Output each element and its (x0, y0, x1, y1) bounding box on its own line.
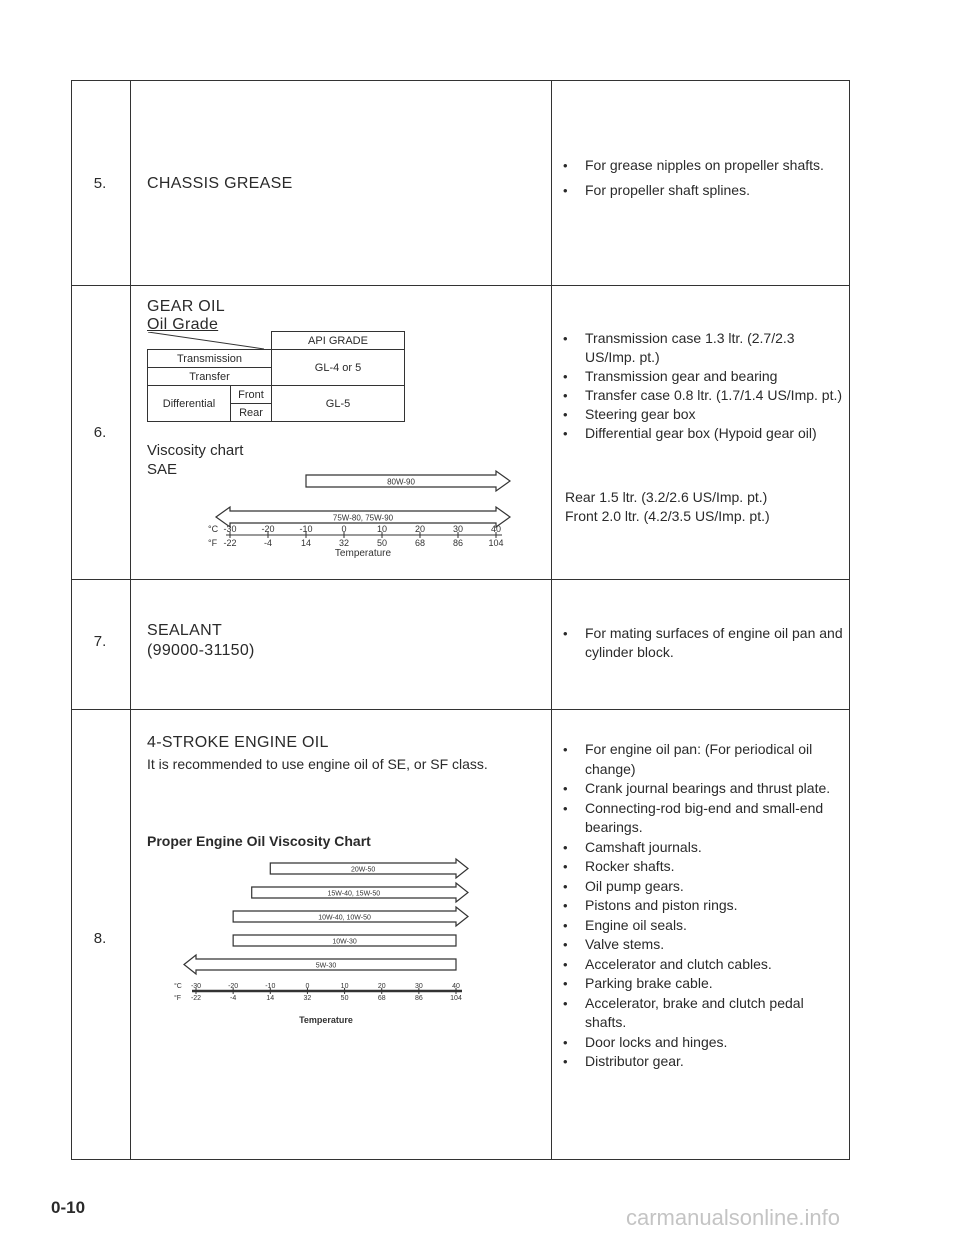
row-number: 8. (93, 930, 107, 947)
x-tick-label-c: 20 (377, 983, 386, 990)
x-tick-label-f: 32 (338, 538, 350, 548)
x-tick-label-c: 0 (341, 524, 347, 534)
list-item: • Transmission gear and bearing (555, 367, 845, 386)
table-cell: Transfer (148, 368, 272, 386)
bar-label: 10W-30 (332, 938, 357, 946)
chart-title: Proper Engine Oil Viscosity Chart (147, 833, 371, 849)
x-tick-label-f: -4 (230, 995, 237, 1002)
section-title: 4-STROKE ENGINE OIL (147, 734, 329, 751)
x-tick-label-f: -22 (223, 538, 237, 548)
x-tick-label-f: 32 (303, 995, 312, 1002)
x-tick-label-f: 104 (488, 538, 504, 548)
row-number: 7. (93, 633, 107, 650)
x-tick-label-c: -10 (299, 524, 313, 534)
x-tick-label-c: -20 (228, 983, 239, 990)
oil-class-note: It is recommended to use engine oil of SE, or SF class. (147, 756, 488, 772)
x-tick-label-c: 0 (305, 983, 310, 990)
diagonal-line (148, 332, 264, 349)
x-tick-label-c: -30 (223, 524, 237, 534)
x-tick-label-f: 86 (452, 538, 464, 548)
x-tick-label-f: 86 (414, 995, 423, 1002)
table-cell: GL-5 (272, 386, 405, 422)
list-item: • Transmission case 1.3 ltr. (2.7/2.3 US/Imp. pt.) (555, 329, 845, 367)
section-subtitle: Oil Grade (147, 316, 219, 333)
section-title: SEALANT (147, 622, 223, 639)
unit-label-c: °C (208, 524, 219, 534)
row-divider (72, 579, 849, 580)
table-cell: GL-4 or 5 (272, 350, 405, 386)
unit-label-f: °F (174, 995, 182, 1002)
x-tick-label-c: 30 (452, 524, 464, 534)
x-tick-label-f: 14 (266, 995, 275, 1002)
uses-list (555, 624, 845, 662)
gear-oil-viscosity-chart (138, 455, 538, 565)
unit-label-c: °C (174, 983, 182, 990)
x-axis-label: Temperature (334, 548, 392, 559)
front-capacity: Front 2.0 ltr. (4.2/3.5 US/Imp. pt.) (565, 508, 770, 524)
list-item: • Connecting-rod big-end and small-end bearings. (555, 799, 845, 838)
x-tick-label-f: 50 (376, 538, 388, 548)
list-item: • Accelerator and clutch cables. (555, 955, 845, 975)
table-corner (148, 332, 272, 350)
list-item: • For propeller shaft splines. (555, 181, 845, 200)
list-item: • Accelerator, brake and clutch pedal shafts. (555, 994, 845, 1033)
bar-label: 80W-90 (387, 477, 415, 487)
x-tick-label-f: 104 (450, 995, 462, 1002)
viscosity-chart-label: Viscosity chart (147, 442, 244, 459)
list-item: • Parking brake cable. (555, 974, 845, 994)
table-cell: Front (231, 386, 272, 404)
list-item: • Rocker shafts. (555, 857, 845, 877)
engine-oil-viscosity-chart (138, 850, 538, 1070)
row-number: 6. (93, 424, 107, 441)
section-title: CHASSIS GREASE (147, 175, 293, 192)
x-tick-label-c: 20 (414, 524, 426, 534)
api-grade-table (147, 331, 405, 422)
bar-label: 20W-50 (350, 866, 376, 874)
watermark: carmanualsonline.info (626, 1205, 841, 1230)
column-divider-uses (551, 81, 552, 1159)
table-cell: Transmission (148, 350, 272, 368)
row-number: 5. (93, 175, 107, 192)
list-item: • Oil pump gears. (555, 877, 845, 897)
uses-list (555, 329, 845, 443)
x-tick-label-f: 68 (414, 538, 426, 548)
x-tick-label-f: -22 (190, 995, 202, 1002)
x-tick-label-c: 30 (414, 983, 423, 990)
page-number: 0-10 (51, 1198, 86, 1217)
bar-label: 75W-80, 75W-90 (332, 513, 394, 523)
x-tick-label-c: -20 (261, 524, 275, 534)
x-tick-label-c: 40 (490, 524, 502, 534)
x-tick-label-c: -10 (265, 983, 276, 990)
x-tick-label-f: -4 (263, 538, 273, 548)
unit-label-f: °F (208, 538, 218, 548)
list-item: • Valve stems. (555, 935, 845, 955)
list-item: • For grease nipples on propeller shafts. (555, 156, 845, 175)
column-divider-number (130, 81, 131, 1159)
list-item: • Distributor gear. (555, 1052, 845, 1072)
bar-label: 15W-40, 15W-50 (327, 890, 381, 898)
x-tick-label-c: -30 (190, 983, 202, 990)
list-item: • Differential gear box (Hypoid gear oil) (555, 424, 845, 443)
x-tick-label-f: 68 (377, 995, 386, 1002)
list-item: • Pistons and piston rings. (555, 896, 845, 916)
row-divider (72, 285, 849, 286)
row-divider (72, 709, 849, 710)
table-header: API GRADE (272, 332, 405, 350)
rear-capacity: Rear 1.5 ltr. (3.2/2.6 US/Imp. pt.) (565, 489, 768, 505)
list-item: • Crank journal bearings and thrust plate. (555, 779, 845, 799)
list-item: • Engine oil seals. (555, 916, 845, 936)
list-item: • For mating surfaces of engine oil pan and cylinder block. (555, 624, 845, 662)
bar-label: 5W-30 (315, 962, 337, 970)
section-title: GEAR OIL (147, 298, 225, 315)
x-tick-label-f: 14 (300, 538, 312, 548)
table-cell: Differential (148, 386, 231, 422)
sae-label: SAE (147, 461, 178, 478)
uses-list (555, 740, 845, 1072)
x-tick-label-c: 10 (340, 983, 349, 990)
x-tick-label-c: 40 (452, 983, 460, 990)
bar-label: 10W-40, 10W-50 (318, 914, 371, 922)
part-number: (99000-31150) (147, 642, 255, 659)
list-item: • Door locks and hinges. (555, 1033, 845, 1053)
table-cell: Rear (231, 404, 272, 422)
list-item: • For engine oil pan: (For periodical oil change) (555, 740, 845, 779)
x-axis-label: Temperature (299, 1015, 353, 1025)
list-item: • Camshaft journals. (555, 838, 845, 858)
x-tick-label-c: 10 (376, 524, 388, 534)
list-item: • Steering gear box (555, 405, 845, 424)
x-tick-label-f: 50 (340, 995, 349, 1002)
list-item: • Transfer case 0.8 ltr. (1.7/1.4 US/Imp. pt.) (555, 386, 845, 405)
uses-list (555, 156, 845, 200)
